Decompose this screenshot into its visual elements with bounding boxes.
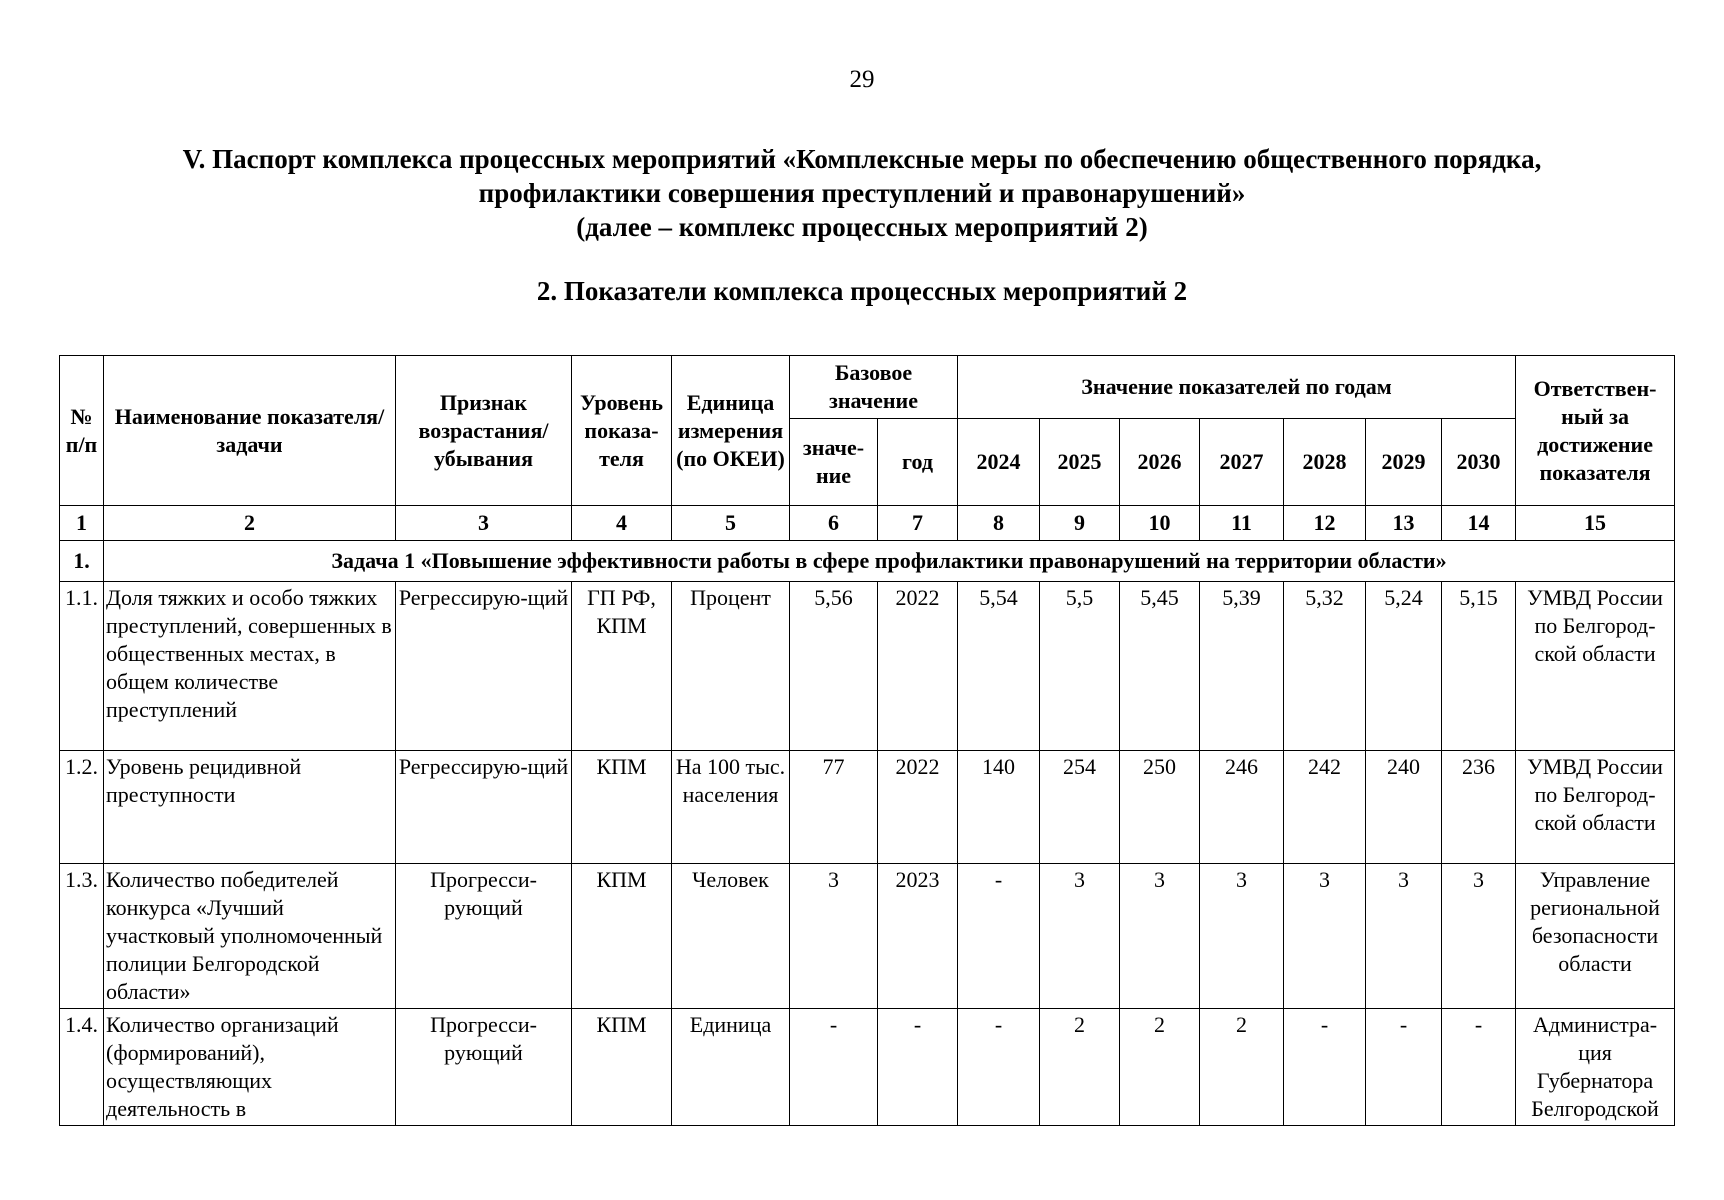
row-value-year: 242 [1284, 751, 1366, 864]
row-base-value: 3 [790, 864, 878, 1009]
row-value-year: 240 [1366, 751, 1442, 864]
row-responsible: УМВД России по Белгород-ской области [1516, 582, 1675, 751]
row-base-value: - [790, 1009, 878, 1126]
row-value-year: 5,5 [1040, 582, 1120, 751]
row-base-year: - [878, 1009, 958, 1126]
column-number: 13 [1366, 506, 1442, 541]
page-number: 29 [849, 66, 875, 93]
header-year: 2026 [1120, 419, 1200, 506]
header-year: 2028 [1284, 419, 1366, 506]
header-trend: Признак возрастания/ убывания [396, 356, 572, 506]
indicators-table [59, 355, 1675, 1126]
row-base-year: 2023 [878, 864, 958, 1009]
column-number: 8 [958, 506, 1040, 541]
header-unit: Единица измерения (по ОКЕИ) [672, 356, 790, 506]
table-row [60, 582, 1675, 751]
row-value-year: 3 [1120, 864, 1200, 1009]
row-value-year: 3 [1200, 864, 1284, 1009]
header-years-group: Значение показателей по годам [958, 356, 1516, 419]
row-value-year: - [1442, 1009, 1516, 1126]
row-value-year: 140 [958, 751, 1040, 864]
document-title-line-3: (далее – комплекс процессных мероприятий 2) [576, 212, 1148, 242]
task-title: Задача 1 «Повышение эффективности работы в сфере профилактики правонарушений на территории области» [104, 541, 1675, 582]
column-number: 12 [1284, 506, 1366, 541]
row-value-year: 3 [1040, 864, 1120, 1009]
column-number: 1 [60, 506, 104, 541]
row-base-value: 77 [790, 751, 878, 864]
row-level: ГП РФ, КПМ [572, 582, 672, 751]
row-value-year: 5,54 [958, 582, 1040, 751]
row-unit: На 100 тыс. населения [672, 751, 790, 864]
row-trend: Прогресси-рующий [396, 1009, 572, 1126]
header-row-top [60, 356, 1675, 419]
table-row [60, 751, 1675, 864]
table-row [60, 1009, 1675, 1126]
header-year: 2029 [1366, 419, 1442, 506]
header-base-value: значе-ние [790, 419, 878, 506]
row-indicator-name: Количество организаций (формирований), осуществляющих деятельность в [104, 1009, 396, 1126]
row-num: 1.4. [60, 1009, 104, 1126]
row-unit: Единица [672, 1009, 790, 1126]
column-number: 3 [396, 506, 572, 541]
row-value-year: 5,45 [1120, 582, 1200, 751]
row-value-year: 236 [1442, 751, 1516, 864]
column-number: 9 [1040, 506, 1120, 541]
row-value-year: 254 [1040, 751, 1120, 864]
row-value-year: - [958, 864, 1040, 1009]
column-number: 4 [572, 506, 672, 541]
row-value-year: 250 [1120, 751, 1200, 864]
row-base-value: 5,56 [790, 582, 878, 751]
row-value-year: - [1284, 1009, 1366, 1126]
row-responsible: Администра-ция Губернатора Белгородской [1516, 1009, 1675, 1126]
row-indicator-name: Уровень рецидивной преступности [104, 751, 396, 864]
row-value-year: 2 [1120, 1009, 1200, 1126]
row-base-year: 2022 [878, 582, 958, 751]
column-number-row [60, 506, 1675, 541]
row-indicator-name: Доля тяжких и особо тяжких преступлений, совершенных в общественных местах, в общем количестве преступлений [104, 582, 396, 751]
header-year: 2024 [958, 419, 1040, 506]
row-trend: Регрессирую-щий [396, 582, 572, 751]
row-value-year: 2 [1200, 1009, 1284, 1126]
row-value-year: 3 [1442, 864, 1516, 1009]
column-number: 5 [672, 506, 790, 541]
header-num: № п/п [60, 356, 104, 506]
row-value-year: 2 [1040, 1009, 1120, 1126]
row-unit: Процент [672, 582, 790, 751]
row-responsible: УМВД России по Белгород-ской области [1516, 751, 1675, 864]
row-trend: Регрессирую-щий [396, 751, 572, 864]
row-unit: Человек [672, 864, 790, 1009]
row-level: КПМ [572, 864, 672, 1009]
column-number: 7 [878, 506, 958, 541]
task-row [60, 541, 1675, 582]
row-value-year: 3 [1366, 864, 1442, 1009]
row-num: 1.3. [60, 864, 104, 1009]
column-number: 11 [1200, 506, 1284, 541]
row-base-year: 2022 [878, 751, 958, 864]
row-level: КПМ [572, 751, 672, 864]
row-level: КПМ [572, 1009, 672, 1126]
row-value-year: - [1366, 1009, 1442, 1126]
column-number: 2 [104, 506, 396, 541]
section-title: 2. Показатели комплекса процессных мероприятий 2 [536, 276, 1188, 306]
row-value-year: 5,15 [1442, 582, 1516, 751]
row-value-year: 5,39 [1200, 582, 1284, 751]
table-row [60, 864, 1675, 1009]
row-num: 1.2. [60, 751, 104, 864]
document-title-line-1: V. Паспорт комплекса процессных мероприятий «Комплексные меры по обеспечению общественного порядка, [182, 144, 1542, 174]
column-number: 15 [1516, 506, 1675, 541]
document-title-line-2: профилактики совершения преступлений и правонарушений» [478, 178, 1246, 208]
row-value-year: 5,24 [1366, 582, 1442, 751]
row-trend: Прогресси-рующий [396, 864, 572, 1009]
header-name: Наименование показателя/задачи [104, 356, 396, 506]
column-number: 14 [1442, 506, 1516, 541]
header-year: 2027 [1200, 419, 1284, 506]
row-indicator-name: Количество победителей конкурса «Лучший участковый уполномоченный полиции Белгородской области» [104, 864, 396, 1009]
header-level: Уровень показа-теля [572, 356, 672, 506]
header-year: 2025 [1040, 419, 1120, 506]
row-responsible: Управление региональной безопасности области [1516, 864, 1675, 1009]
header-base-year: год [878, 419, 958, 506]
header-base: Базовое значение [790, 356, 958, 419]
header-responsible: Ответствен-ный за достижение показателя [1516, 356, 1675, 506]
column-number: 6 [790, 506, 878, 541]
column-number: 10 [1120, 506, 1200, 541]
row-value-year: 5,32 [1284, 582, 1366, 751]
row-value-year: 246 [1200, 751, 1284, 864]
row-num: 1.1. [60, 582, 104, 751]
header-year: 2030 [1442, 419, 1516, 506]
task-num: 1. [60, 541, 104, 582]
row-value-year: 3 [1284, 864, 1366, 1009]
row-value-year: - [958, 1009, 1040, 1126]
